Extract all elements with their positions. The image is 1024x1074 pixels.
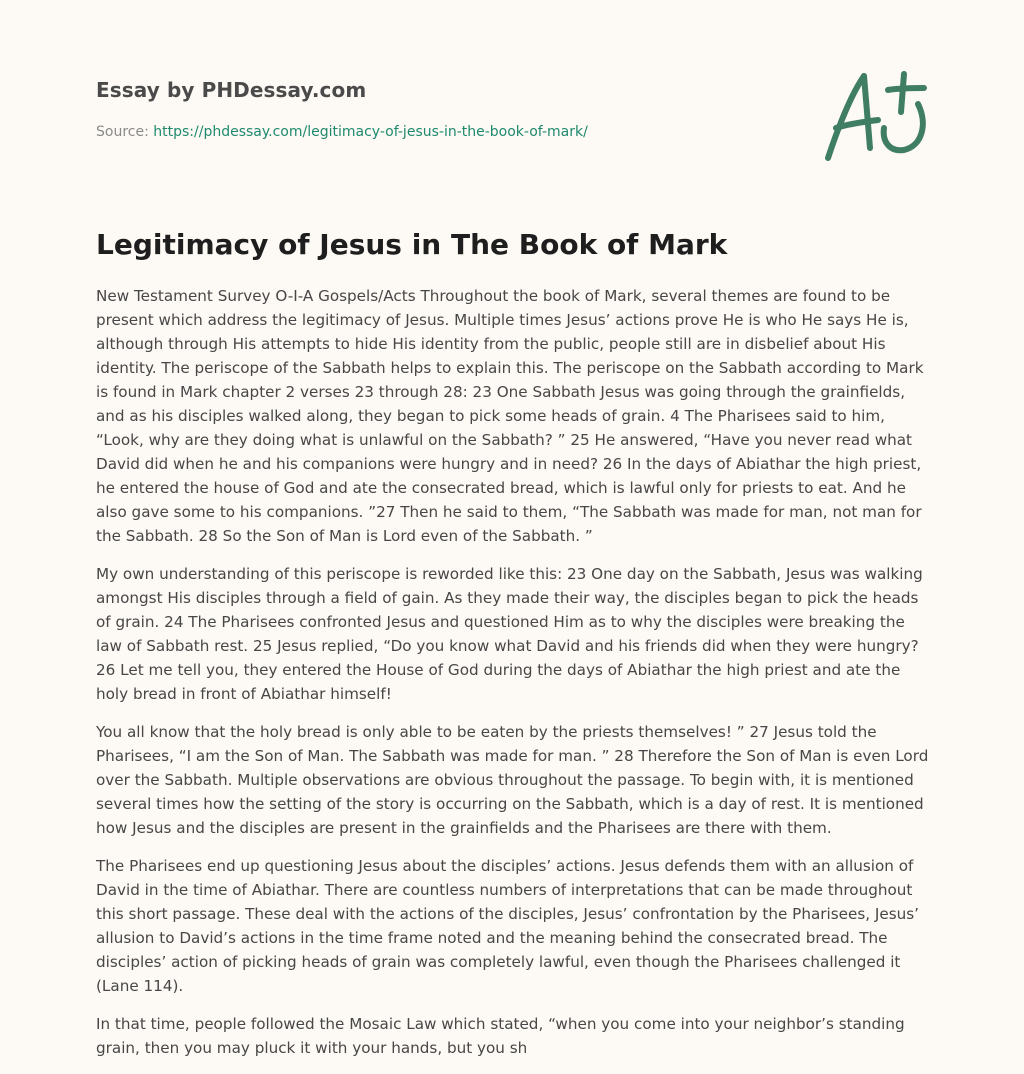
essay-paragraph: The Pharisees end up questioning Jesus about the disciples’ actions. Jesus defends them with an allusion of David in the time of Abiathar. There are countless numbers of interpretations that can be made throughout this short passage. These deal with the actions of the disciples, Jesus’ confrontation by the Pharisees, Jesus’ allusion to David’s actions in the time frame noted and the meaning behind the consecrated bread. The disciples’ action of picking heads of grain was completely lawful, even though the Pharisees challenged it (Lane 114). xyxy=(96,857,919,995)
essay-body xyxy=(96,284,930,1074)
essay-paragraph: My own understanding of this periscope is reworded like this: 23 One day on the Sabbath, Jesus was walking amongst His disciples through a field of gain. As they made their way, the disciples began to pick the heads of grain. 24 The Pharisees confronted Jesus and questioned Him as to why the disciples were breaking the law of Sabbath rest. 25 Jesus replied, “Do you know what David and his friends did when they were hungry? 26 Let me tell you, they entered the House of God during the days of Abiathar the high priest and ate the holy bread in front of Abiathar himself! xyxy=(96,565,923,703)
essay-paragraph: In that time, people followed the Mosaic Law which stated, “when you come into your neighbor’s standing grain, then you may pluck it with your hands, but you sh xyxy=(96,1015,905,1057)
source-link[interactable]: https://phdessay.com/legitimacy-of-jesus-in-the-book-of-mark/ xyxy=(153,124,588,140)
source-label: Source: xyxy=(96,124,154,140)
essay-paragraph: New Testament Survey O-I-A Gospels/Acts Throughout the book of Mark, several themes are found to be present which address the legitimacy of Jesus. Multiple times Jesus’ actions prove He is who He says He is, although through His attempts to hide His identity from the public, people still are in disbelief about His identity. The periscope of the Sabbath helps to explain this. The periscope on the Sabbath according to Mark is found in Mark chapter 2 verses 23 through 28: 23 One Sabbath Jesus was going through the grainfields, and as his disciples walked along, they began to pick some heads of grain. 4 The Pharisees said to him, “Look, why are they doing what is unlawful on the Sabbath? ” 25 He answered, “Have you never read what David did when he and his companions were hungry and in need? 26 In the days of Abiathar the high priest, he entered the house of God and ate the consecrated bread, which is lawful only for priests to eat. And he also gave some to his companions. ”27 Then he said to them, “The Sabbath was made for man, not man for the Sabbath. 28 So the Son of Man is Lord even of the Sabbath. ” xyxy=(96,287,924,545)
source-line xyxy=(96,124,796,140)
essay-paragraph: You all know that the holy bread is only able to be eaten by the priests themselves! ” 27 Jesus told the Pharisees, “I am the Son of Man. The Sabbath was made for man. ” 28 Therefore the Son of Man is even Lord over the Sabbath. Multiple observations are obvious throughout the passage. To begin with, it is mentioned several times how the setting of the story is occurring on the Sabbath, which is a day of rest. It is mentioned how Jesus and the disciples are present in the grainfields and the Pharisees are there with them. xyxy=(96,723,929,837)
site-brand: Essay by PHDessay.com xyxy=(96,78,367,102)
essay-title: Legitimacy of Jesus in The Book of Mark xyxy=(96,228,728,261)
essay-header xyxy=(96,78,796,140)
a-plus-grade-icon xyxy=(818,66,930,166)
